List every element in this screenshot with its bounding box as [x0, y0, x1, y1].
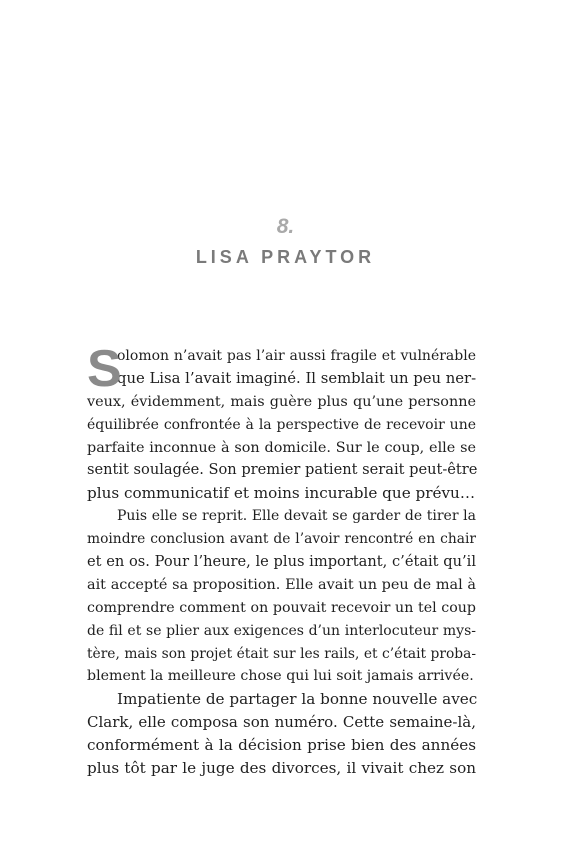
chapter-number: 8. — [276, 215, 295, 238]
text-line: moindre conclusion avant de l’avoir rencontré en chair — [87, 531, 476, 548]
text-line: plus tôt par le juge des divorces, il vivait chez son — [87, 759, 476, 778]
chapter-body — [87, 340, 478, 780]
drop-cap: S — [87, 340, 122, 398]
text-line: Clark, elle composa son numéro. Cette semaine-là, — [87, 713, 476, 732]
text-line: Puis elle se reprit. Elle devait se garder de tirer la — [117, 508, 476, 525]
text-line: plus communicatif et moins incurable que prévu… — [87, 484, 476, 503]
text-line: blement la meilleure chose qui lui soit jamais arrivée. — [87, 668, 474, 685]
text-line: parfaite inconnue à son domicile. Sur le coup, elle se — [87, 439, 476, 456]
chapter-title: LISA PRAYTOR — [195, 247, 376, 267]
text-line: équilibrée confrontée à la perspective de recevoir une — [87, 416, 476, 433]
text-line: de fil et se plier aux exigences d’un interlocuteur mys- — [87, 622, 476, 639]
text-line: comprendre comment on pouvait recevoir un tel coup — [87, 599, 476, 616]
text-line: sentit soulagée. Son premier patient serait peut-être — [87, 461, 478, 479]
text-line: que Lisa l’avait imaginé. Il semblait un peu ner- — [117, 369, 477, 387]
text-line: conformément à la décision prise bien des années — [87, 736, 476, 755]
text-line: ait accepté sa proposition. Elle avait un peu de mal à — [87, 576, 476, 593]
text-line: olomon n’avait pas l’air aussi fragile et vulnérable — [117, 348, 476, 364]
text-line: et en os. Pour l’heure, le plus important, c’était qu’il — [87, 553, 476, 571]
text-line: tère, mais son projet était sur les rails, et c’était proba- — [87, 645, 476, 662]
text-line: veux, évidemment, mais guère plus qu’une personne — [87, 393, 476, 410]
text-line: Impatiente de partager la bonne nouvelle avec — [117, 690, 478, 709]
